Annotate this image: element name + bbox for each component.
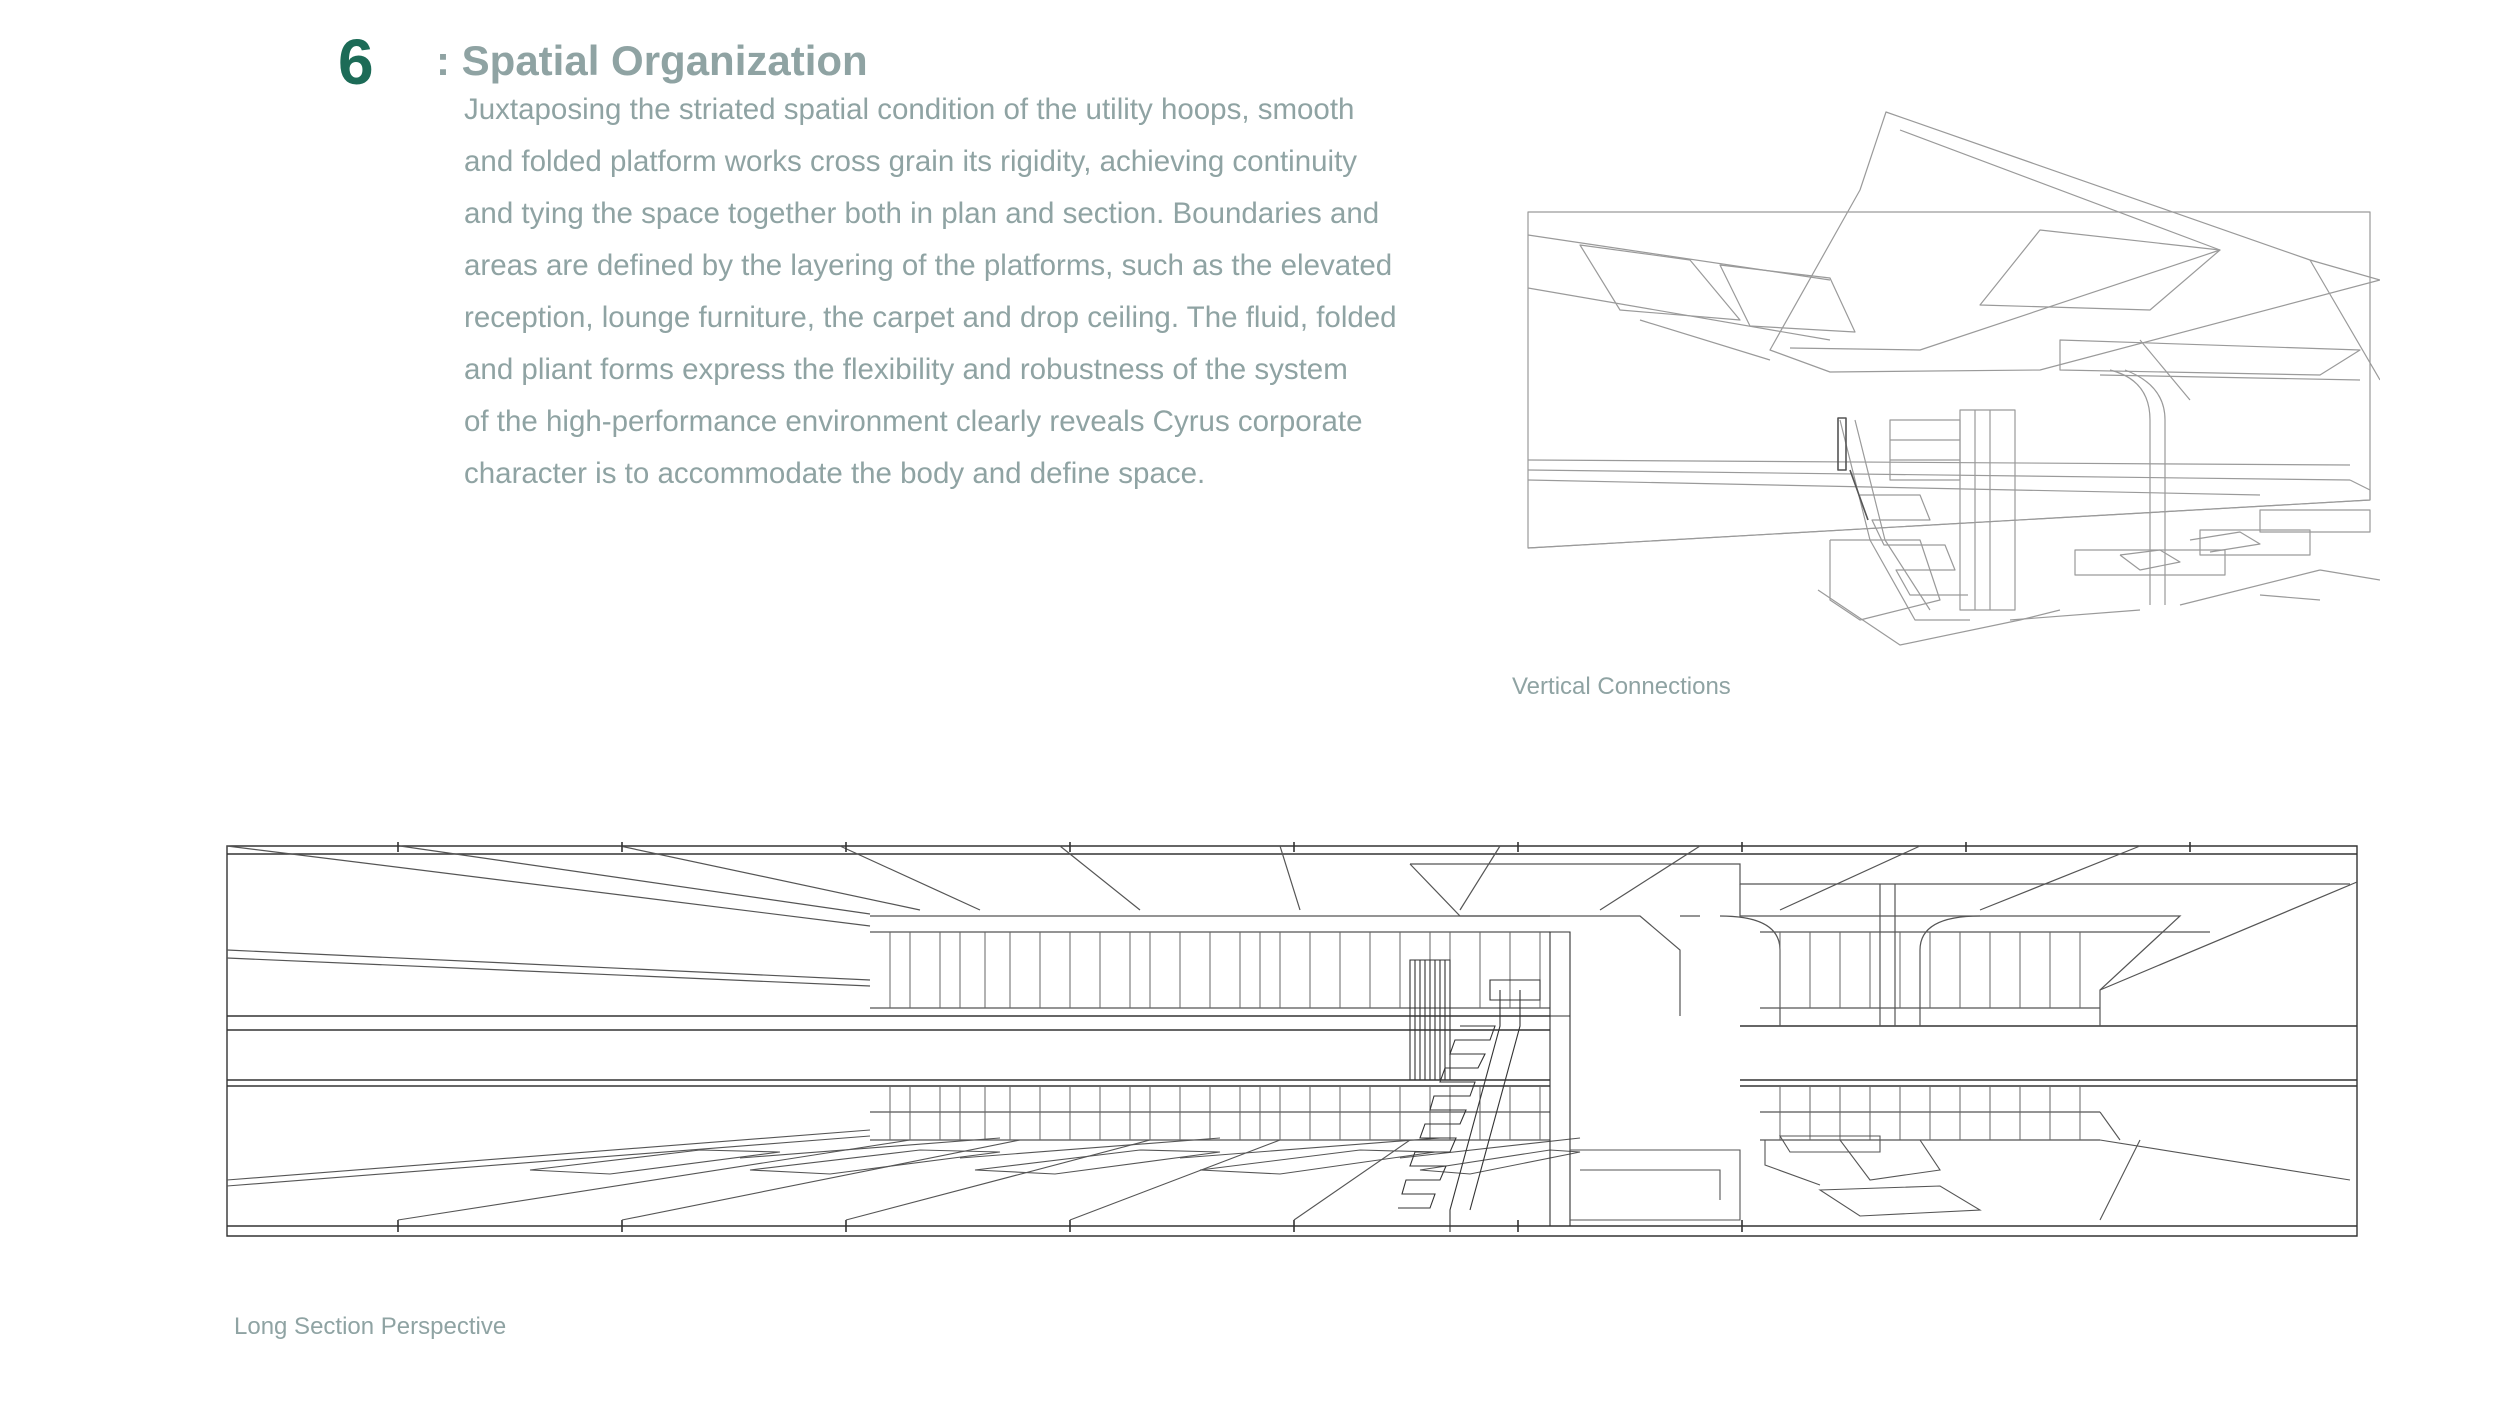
vertical-connections-drawing [1500, 100, 2380, 660]
long-section-drawing [220, 840, 2360, 1250]
stair-flight [1860, 495, 1968, 595]
floor-line [2010, 610, 2140, 620]
mezzanine-slab [1528, 470, 2350, 480]
floor-perspective [2100, 1112, 2120, 1140]
ceiling-line [1460, 846, 1500, 910]
body-paragraph [464, 84, 1444, 500]
stair-stringer [1470, 990, 1520, 1210]
body-line: areas are defined by the layering of the platforms, such as the elevated [464, 249, 1393, 282]
body-line: Juxtaposing the striated spatial condition of the utility hoops, smooth [464, 93, 1355, 126]
body-line: of the high-performance environment clearly reveals Cyrus corporate [464, 405, 1363, 438]
drop-ceiling [1410, 864, 1560, 916]
ceiling-beam [2140, 340, 2190, 400]
window-mullions-upper [890, 932, 2080, 1008]
lounge-furniture [1765, 1140, 1820, 1185]
ceiling-line [1280, 846, 1300, 910]
body-line: and folded platform works cross grain its rigidity, achieving continuity [464, 145, 1358, 178]
ceiling-plane [1770, 112, 2380, 372]
workstation-divider [740, 1138, 1000, 1158]
curved-column [2125, 370, 2165, 605]
ceiling-beam [2100, 375, 2360, 380]
stair-tower [1960, 410, 2015, 610]
ceiling-line [1600, 846, 1700, 910]
lounge-furniture [1780, 1136, 1880, 1152]
section-title: : Spatial Organization [436, 37, 868, 84]
ceiling-line [840, 846, 980, 910]
ceiling-coffer [1720, 265, 1855, 332]
stair-fins [1415, 960, 1445, 1080]
lounge-furniture [1820, 1186, 1980, 1216]
ceiling-coffer [1580, 245, 1740, 320]
figure-caption-long-section: Long Section Perspective [234, 1313, 507, 1340]
ceiling-line [1980, 846, 2140, 910]
floor-perspective [2100, 1140, 2140, 1220]
stair-tower [1890, 420, 1960, 480]
ceiling-line [1780, 846, 1920, 910]
ceiling-line [400, 846, 870, 914]
drop-ceiling [1410, 864, 2350, 884]
stair-landing-top [1490, 980, 1540, 1000]
ceiling-line [227, 950, 870, 980]
section-number: 6 [338, 26, 374, 98]
ceiling-line [227, 846, 870, 926]
section-frame [227, 846, 2357, 1236]
ceiling-panel [1980, 230, 2220, 310]
ceiling-line [1060, 846, 1140, 910]
ceiling-fold [1790, 130, 2220, 350]
stair-column [1550, 932, 1570, 1226]
ceiling-line [227, 958, 870, 986]
floor-line [2260, 595, 2320, 600]
lounge-platform [2260, 510, 2370, 532]
window-mullions-lower [890, 1086, 2080, 1140]
floor-perspective [398, 1140, 910, 1220]
floor-perspective [1070, 1140, 1280, 1220]
figure-caption-vertical-connections: Vertical Connections [1512, 673, 1731, 700]
vertical-frame [1528, 212, 2370, 548]
mezzanine-slab [1528, 460, 2350, 465]
workstation-divider [1400, 1138, 1580, 1158]
drop-ceiling [1560, 916, 1680, 1016]
body-line: reception, lounge furniture, the carpet and drop ceiling. The fluid, folded [464, 301, 1397, 334]
ceiling-beam [1528, 235, 1830, 280]
body-line: and pliant forms express the flexibility and robustness of the system [464, 353, 1348, 386]
workstation-divider [960, 1138, 1220, 1158]
workstation-divider [1180, 1138, 1440, 1158]
lounge-platform [1570, 1150, 1740, 1220]
ceiling-coffer [2060, 340, 2360, 375]
workstation [750, 1150, 1000, 1174]
floor-perspective [1294, 1140, 1410, 1220]
body-line: character is to accommodate the body and define space. [464, 457, 1206, 490]
lounge-platform [1580, 1170, 1720, 1200]
mezzanine-edge [1528, 480, 2370, 548]
ceiling-line [2100, 882, 2357, 990]
floor-line [2320, 570, 2380, 580]
stair-landing [1830, 540, 1940, 620]
lounge-furniture [1840, 1140, 1940, 1180]
body-line: and tying the space together both in plan and section. Boundaries and [464, 197, 1380, 230]
